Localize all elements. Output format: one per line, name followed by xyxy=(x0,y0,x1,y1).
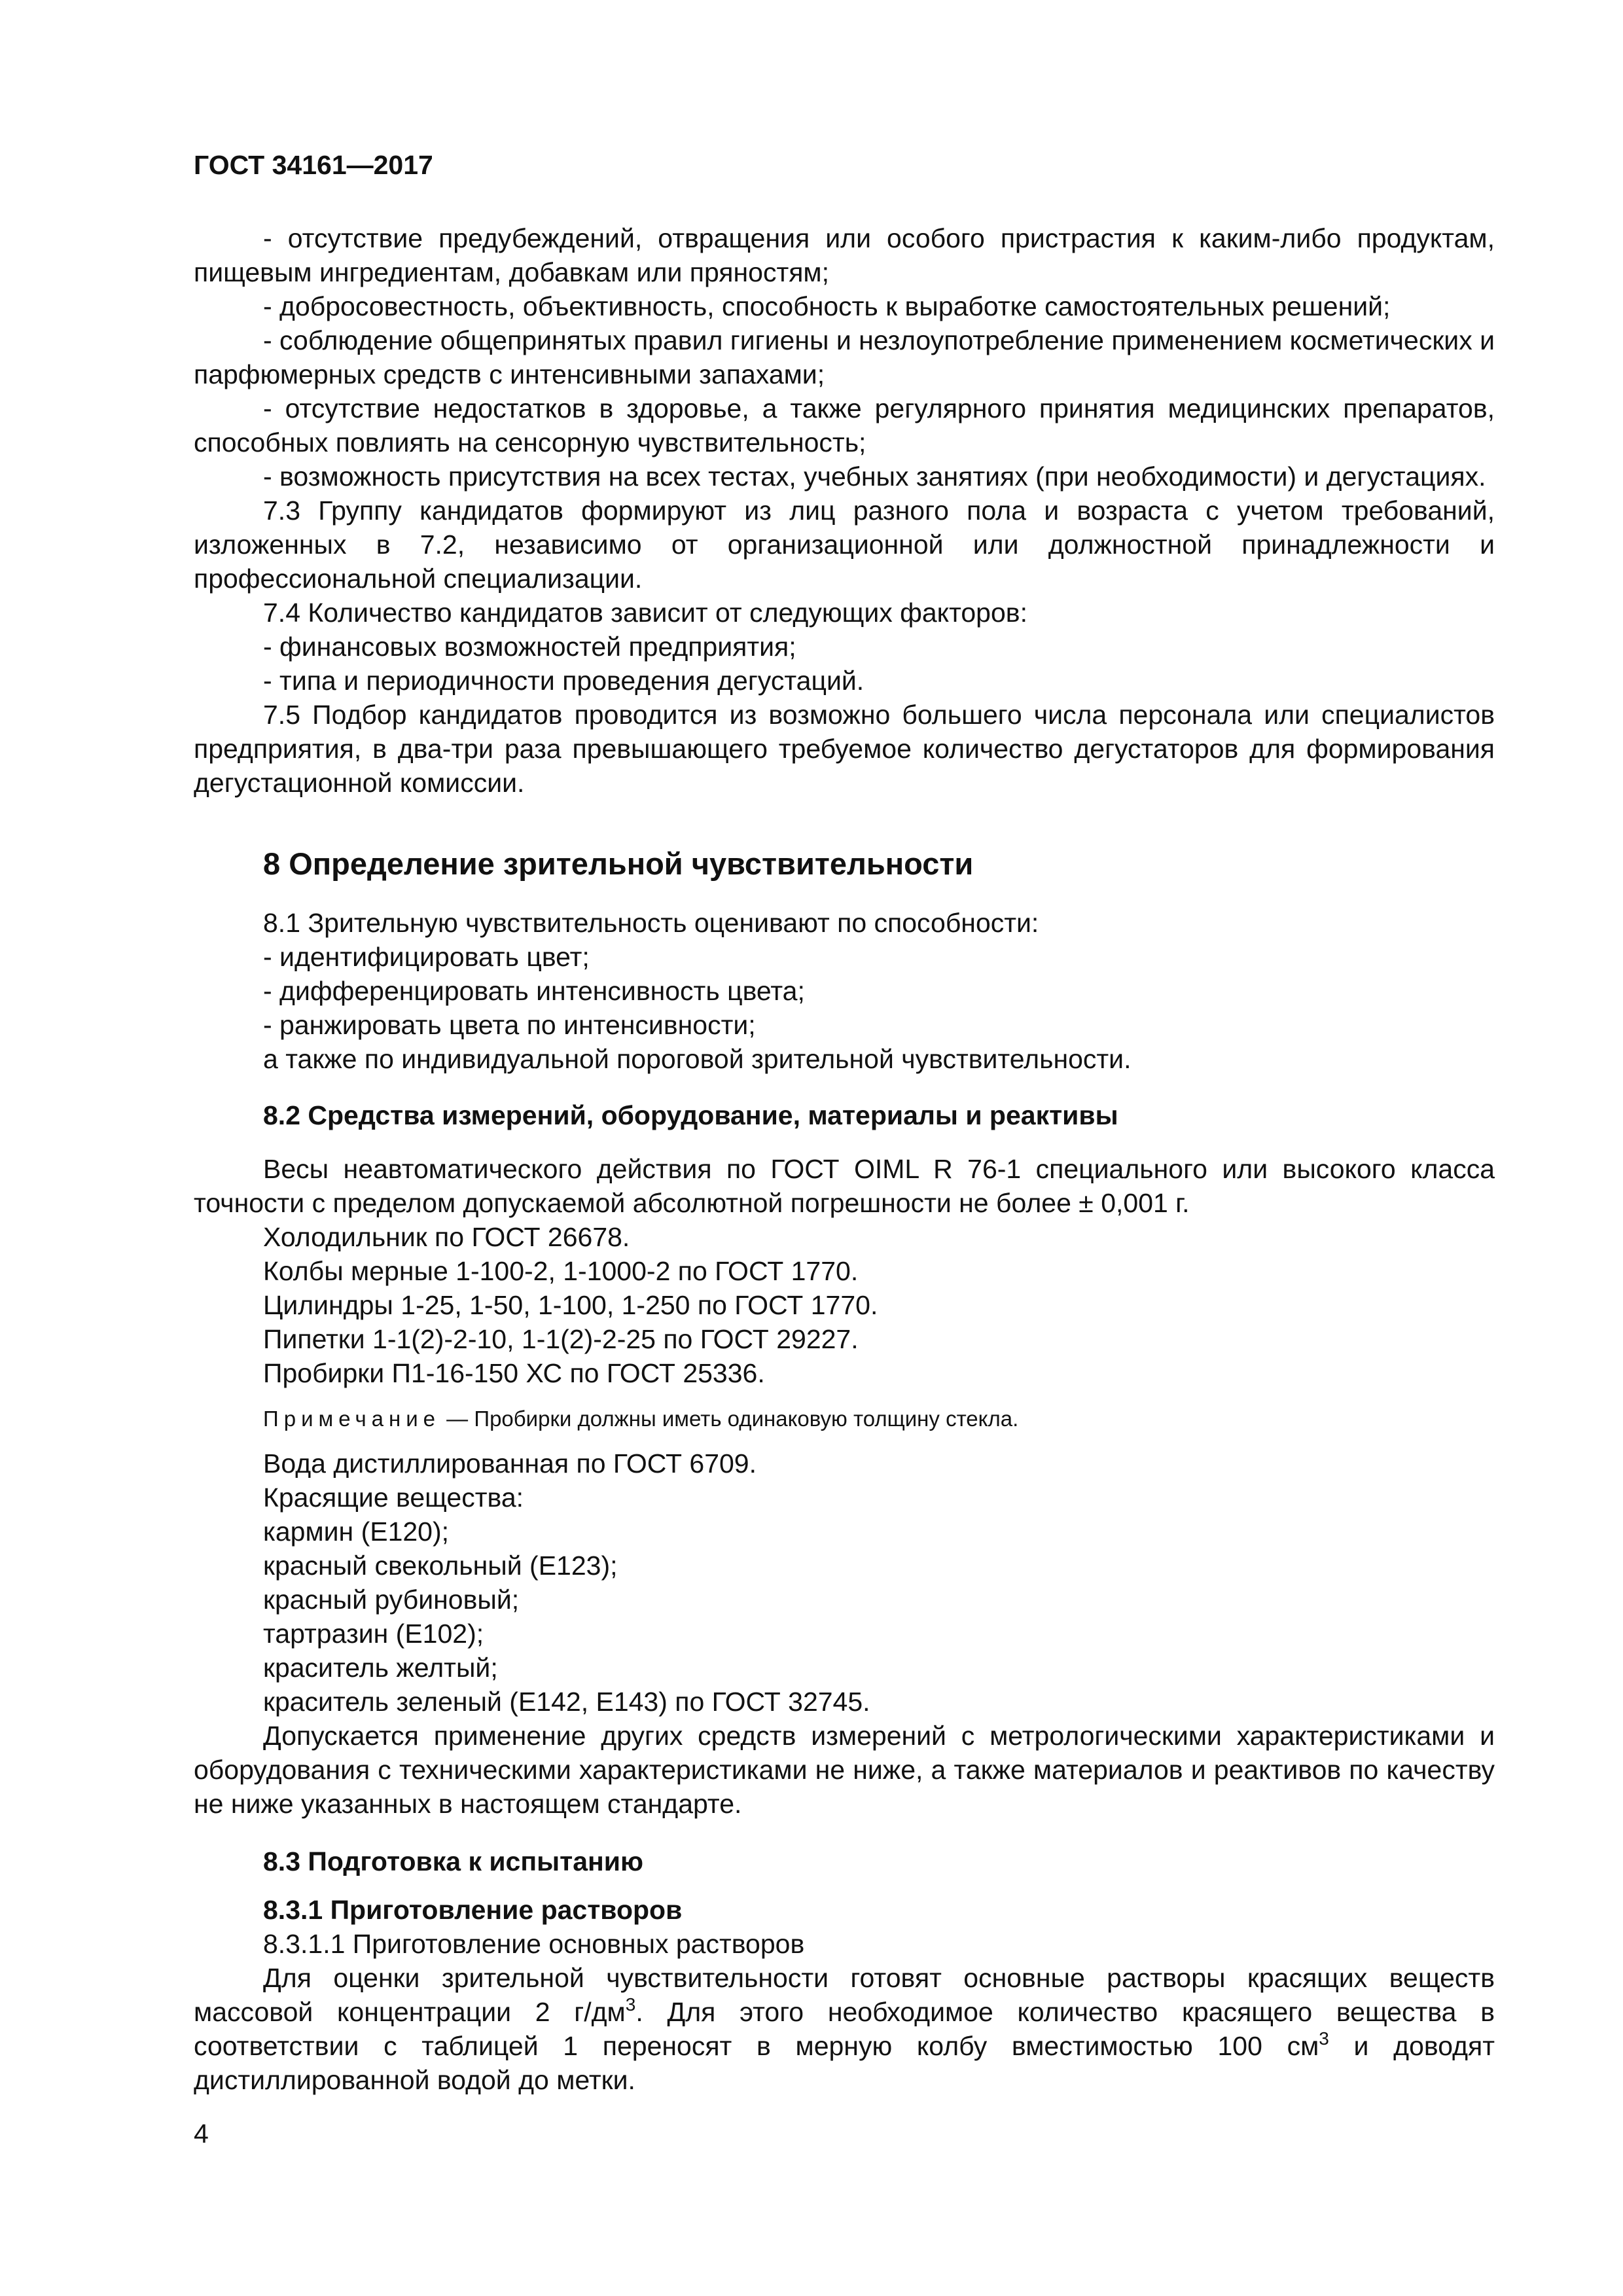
note-text: — Пробирки должны иметь одинаковую толщину стекла. xyxy=(440,1407,1019,1431)
intro-item: - отсутствие предубеждений, отвращения или особого пристрастия к каким-либо продуктам, пищевым ингредиентам, добавкам или пряностям; xyxy=(194,223,1495,287)
subsection-8-2-heading: 8.2 Средства измерений, оборудование, материалы и реактивы xyxy=(263,1100,1118,1130)
paragraph-7-4-item: - финансовых возможностей предприятия; xyxy=(263,632,796,662)
subsection-8-3-heading: 8.3 Подготовка к испытанию xyxy=(263,1846,644,1876)
subsection-8-3-1-heading: 8.3.1 Приготовление растворов xyxy=(263,1895,683,1925)
material-item: красный свекольный (Е123); xyxy=(263,1551,618,1581)
material-item: краситель желтый; xyxy=(263,1653,498,1683)
equipment-item: Цилиндры 1-25, 1-50, 1-100, 1-250 по ГОСТ 1770. xyxy=(263,1290,878,1320)
material-item: Красящие вещества: xyxy=(263,1482,524,1513)
section-8-heading: 8 Определение зрительной чувствительности xyxy=(263,846,974,881)
material-item: краситель зеленый (Е142, Е143) по ГОСТ 32745. xyxy=(263,1687,870,1717)
paragraph-8-1-item: - ранжировать цвета по интенсивности; xyxy=(263,1010,756,1040)
equipment-item: Холодильник по ГОСТ 26678. xyxy=(263,1222,630,1252)
paragraph-solutions xyxy=(194,1961,1495,2097)
material-item: Вода дистиллированная по ГОСТ 6709. xyxy=(263,1448,757,1479)
superscript: 3 xyxy=(625,1994,636,2015)
note xyxy=(194,1405,1495,1433)
paragraph-8-1-item: - дифференцировать интенсивность цвета; xyxy=(263,976,805,1006)
paragraph-scales: Весы неавтоматического действия по ГОСТ OIML R 76-1 специального или высокого класса точности с пределом допускаемой абсолютной погрешности не более ± 0,001 г. xyxy=(194,1154,1495,1218)
superscript: 3 xyxy=(1319,2028,1329,2049)
equipment-item: Пипетки 1-1(2)-2-10, 1-1(2)-2-25 по ГОСТ 29227. xyxy=(263,1324,859,1354)
paragraph-8-1-item: - идентифицировать цвет; xyxy=(263,942,590,972)
paragraph-allowed: Допускается применение других средств измерений с метрологическими характеристиками и оборудования с техническими характеристиками не ниже, а также материалов и реактивов по качеству не ниже указанных в настоящем стандарте. xyxy=(194,1721,1495,1819)
material-item: красный рубиновый; xyxy=(263,1585,520,1615)
paragraph-solutions-part2: . Для этого необходимое количество красящего вещества в соответствии с таблицей 1 переносят в мерную колбу вместимостью 100 см xyxy=(194,1997,1495,2061)
note-label: Примечание xyxy=(263,1407,441,1431)
paragraph-7-3: 7.3 Группу кандидатов формируют из лиц разного пола и возраста с учетом требований, изложенных в 7.2, независимо от организационной или должностной принадлежности и профессиональной специализации. xyxy=(194,495,1495,594)
paragraph-solutions-part1: Для оценки зрительной чувствительности готовят основные растворы красящих веществ массовой концентрации 2 г/дм xyxy=(194,1963,1495,2027)
paragraph-8-1-item: а также по индивидуальной пороговой зрительной чувствительности. xyxy=(263,1044,1132,1074)
intro-item: - отсутствие недостатков в здоровье, а также регулярного принятия медицинских препаратов, способных повлиять на сенсорную чувствительность; xyxy=(194,393,1495,457)
intro-item: - добросовестность, объективность, способность к выработке самостоятельных решений; xyxy=(263,291,1391,321)
paragraph-7-5: 7.5 Подбор кандидатов проводится из возможно большего числа персонала или специалистов предприятия, в два-три раза превышающего требуемое количество дегустаторов для формирования дегустационной комиссии. xyxy=(194,700,1495,798)
page-number: 4 xyxy=(194,2119,209,2149)
equipment-item: Пробирки П1-16-150 ХС по ГОСТ 25336. xyxy=(263,1358,765,1388)
document-header: ГОСТ 34161—2017 xyxy=(194,150,433,180)
subsection-8-3-1-1-heading: 8.3.1.1 Приготовление основных растворов xyxy=(263,1929,805,1959)
paragraph-8-1: 8.1 Зрительную чувствительность оценивают по способности: xyxy=(263,908,1039,938)
paragraph-7-4: 7.4 Количество кандидатов зависит от следующих факторов: xyxy=(263,598,1027,628)
paragraph-7-4-item: - типа и периодичности проведения дегустаций. xyxy=(263,666,865,696)
paragraph-solutions-part3: и доводят дистиллированной водой до метки. xyxy=(194,2031,1495,2095)
intro-item: - возможность присутствия на всех тестах, учебных занятиях (при необходимости) и дегустациях. xyxy=(263,461,1486,492)
intro-item: - соблюдение общепринятых правил гигиены и незлоупотребление применением косметических и парфюмерных средств с интенсивными запахами; xyxy=(194,325,1495,389)
material-item: кармин (Е120); xyxy=(263,1516,450,1547)
material-item: тартразин (Е102); xyxy=(263,1619,484,1649)
equipment-item: Колбы мерные 1-100-2, 1-1000-2 по ГОСТ 1770. xyxy=(263,1256,859,1286)
document-body xyxy=(194,221,1495,2097)
